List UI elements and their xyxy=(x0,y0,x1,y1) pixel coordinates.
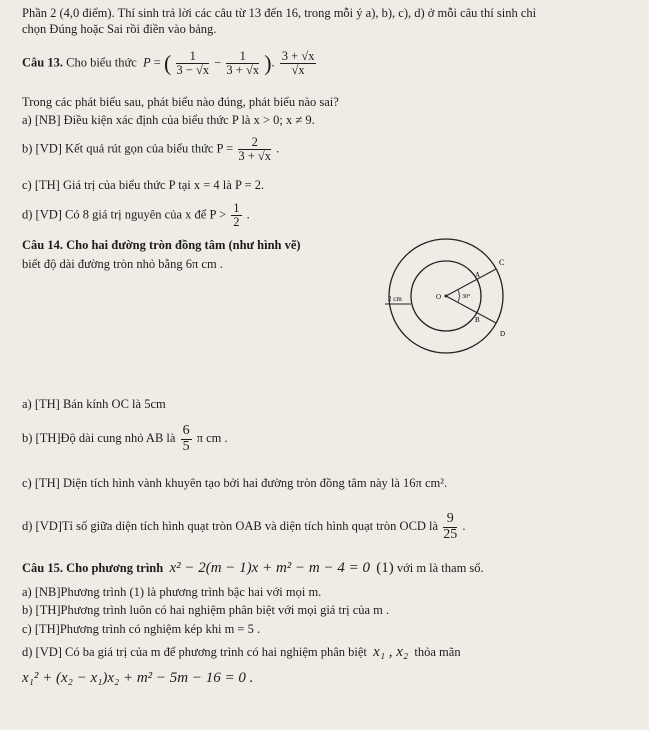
q15-stem xyxy=(22,560,484,577)
q15-d-vars: x₁ , x₂ xyxy=(373,644,409,660)
label-A: A xyxy=(475,271,481,279)
q14-b xyxy=(22,424,228,454)
q13-label: Câu 13. xyxy=(22,55,63,70)
q14-line2 xyxy=(22,257,223,272)
q14-b-frac-den: 5 xyxy=(182,438,190,454)
q15-tag: (1) xyxy=(376,560,394,576)
q15-c-text: c) [TH]Phương trình có nghiệm kép khi m = 5 . xyxy=(22,622,261,636)
q13-frac3-den: √x xyxy=(291,63,305,78)
concentric-circles-figure xyxy=(380,232,530,362)
q13-stem xyxy=(22,50,318,77)
q15-d-end: thỏa mãn xyxy=(414,645,461,659)
label-O: O xyxy=(436,293,442,301)
part2-instruction-cont: chọn Đúng hoặc Sai rồi điền vào bảng. xyxy=(22,22,217,36)
q15-equation: x² − 2(m − 1)x + m² − m − 4 = 0 xyxy=(169,560,370,576)
q13-a-text: a) [NB] Điều kiện xác định của biểu thức P là x > 0; x ≠ 9. xyxy=(22,113,315,127)
q14-b-text: b) [TH]Độ dài cung nhỏ AB là xyxy=(22,431,176,446)
q13-lparen: ( xyxy=(163,50,172,76)
q13-minus: − xyxy=(214,55,222,70)
q15-c xyxy=(22,622,260,637)
q13-frac2 xyxy=(226,50,259,77)
q14-b-frac xyxy=(181,424,192,454)
q13-P: P xyxy=(143,55,151,70)
part2-instruction: Phần 2 (4,0 điểm). Thí sinh trả lời các câu từ 13 đến 16, trong mỗi ý a), b), c), d) ở mỗi câu thí sinh chỉ xyxy=(22,6,537,20)
q14-c-text: c) [TH] Diện tích hình vành khuyên tạo bởi hai đường tròn đồng tâm này là 16π cm². xyxy=(22,476,448,490)
q13-b xyxy=(22,136,279,163)
q13-frac2-den: 3 + √x xyxy=(226,63,260,78)
q13-d-end: . xyxy=(246,207,250,222)
q13-c xyxy=(22,178,264,193)
radius-od xyxy=(446,296,496,323)
part2-line1 xyxy=(22,6,536,21)
q14-c xyxy=(22,476,447,491)
q13-stem-text: Cho biểu thức xyxy=(66,55,137,70)
q14-d-frac-num: 9 xyxy=(443,512,457,528)
q13-intro-text: Trong các phát biểu sau, phát biểu nào đúng, phát biểu nào sai? xyxy=(22,95,339,109)
q13-rparen: ) xyxy=(264,50,272,76)
q13-frac1-num: 1 xyxy=(176,50,209,64)
q13-d-frac-num: 1 xyxy=(233,201,240,215)
q15-d-equation-line xyxy=(22,670,253,687)
q13-frac1-den: 3 − √x xyxy=(176,63,210,78)
q13-b-frac-num: 2 xyxy=(238,136,271,150)
q13-dot: . xyxy=(271,55,275,70)
q13-intro xyxy=(22,95,339,110)
q14-b-end: π cm . xyxy=(196,431,228,446)
q14-d-frac-den: 25 xyxy=(443,526,458,542)
q15-d-text: d) [VD] Có ba giá trị của m để phương trình có hai nghiệm phân biệt xyxy=(22,645,367,659)
part2-line2 xyxy=(22,22,216,37)
q14-d xyxy=(22,512,465,542)
q15-a xyxy=(22,585,321,600)
q15-d-equation: x₁² + (x₂ − x₁)x₂ + m² − 5m − 16 = 0 . xyxy=(22,670,254,686)
q15-stem-text: Câu 15. Cho phương trình xyxy=(22,561,164,575)
radius-oc xyxy=(446,269,496,296)
q13-d-frac xyxy=(231,202,241,229)
q13-b-frac-den: 3 + √x xyxy=(238,149,272,164)
q13-b-frac xyxy=(238,136,271,163)
q13-frac3-num: 3 + √x xyxy=(281,49,315,63)
q14-d-text: d) [VD]Tỉ số giữa diện tích hình quạt tròn OAB và diện tích hình quạt tròn OCD là xyxy=(22,519,439,534)
q13-c-text: c) [TH] Giá trị của biểu thức P tại x = 4 là P = 2. xyxy=(22,178,265,192)
q13-frac3 xyxy=(280,50,317,77)
q14-d-frac xyxy=(443,512,457,542)
q13-d-frac-den: 2 xyxy=(233,215,240,230)
q15-b-text: b) [TH]Phương trình luôn có hai nghiệm phân biệt với mọi giá trị của m . xyxy=(22,603,390,617)
q15-d xyxy=(22,644,461,661)
q15-stem-end: với m là tham số. xyxy=(396,561,484,575)
q15-b xyxy=(22,603,389,618)
q15-a-text: a) [NB]Phương trình (1) là phương trình bậc hai với mọi m. xyxy=(22,585,322,599)
center-point xyxy=(445,295,448,298)
label-C: C xyxy=(499,258,505,267)
q13-eq-sign: = xyxy=(153,55,161,70)
q14-line1 xyxy=(22,238,301,253)
q13-d-text: d) [VD] Có 8 giá trị nguyên của x để P > xyxy=(22,207,227,222)
q13-a xyxy=(22,113,315,128)
q14-a xyxy=(22,397,166,412)
q14-stem-cont: biết độ dài đường tròn nhỏ bằng 6π cm . xyxy=(22,257,223,271)
label-angle: 30° xyxy=(462,294,471,300)
angle-arc xyxy=(458,290,459,302)
label-2cm: 2 cm xyxy=(388,295,402,303)
q13-d xyxy=(22,202,250,229)
q13-b-text: b) [VD] Kết quả rút gọn của biểu thức P = xyxy=(22,141,234,156)
q14-a-text: a) [TH] Bán kính OC là 5cm xyxy=(22,397,166,411)
q13-frac1 xyxy=(176,50,209,77)
q14-stem: Câu 14. Cho hai đường tròn đồng tâm (như hình vẽ) xyxy=(22,238,301,252)
q13-frac2-num: 1 xyxy=(226,50,259,64)
q13-b-end: . xyxy=(276,141,280,156)
q14-d-end: . xyxy=(462,519,466,534)
label-D: D xyxy=(500,330,506,338)
q14-b-frac-num: 6 xyxy=(182,423,190,438)
label-B: B xyxy=(475,316,480,324)
